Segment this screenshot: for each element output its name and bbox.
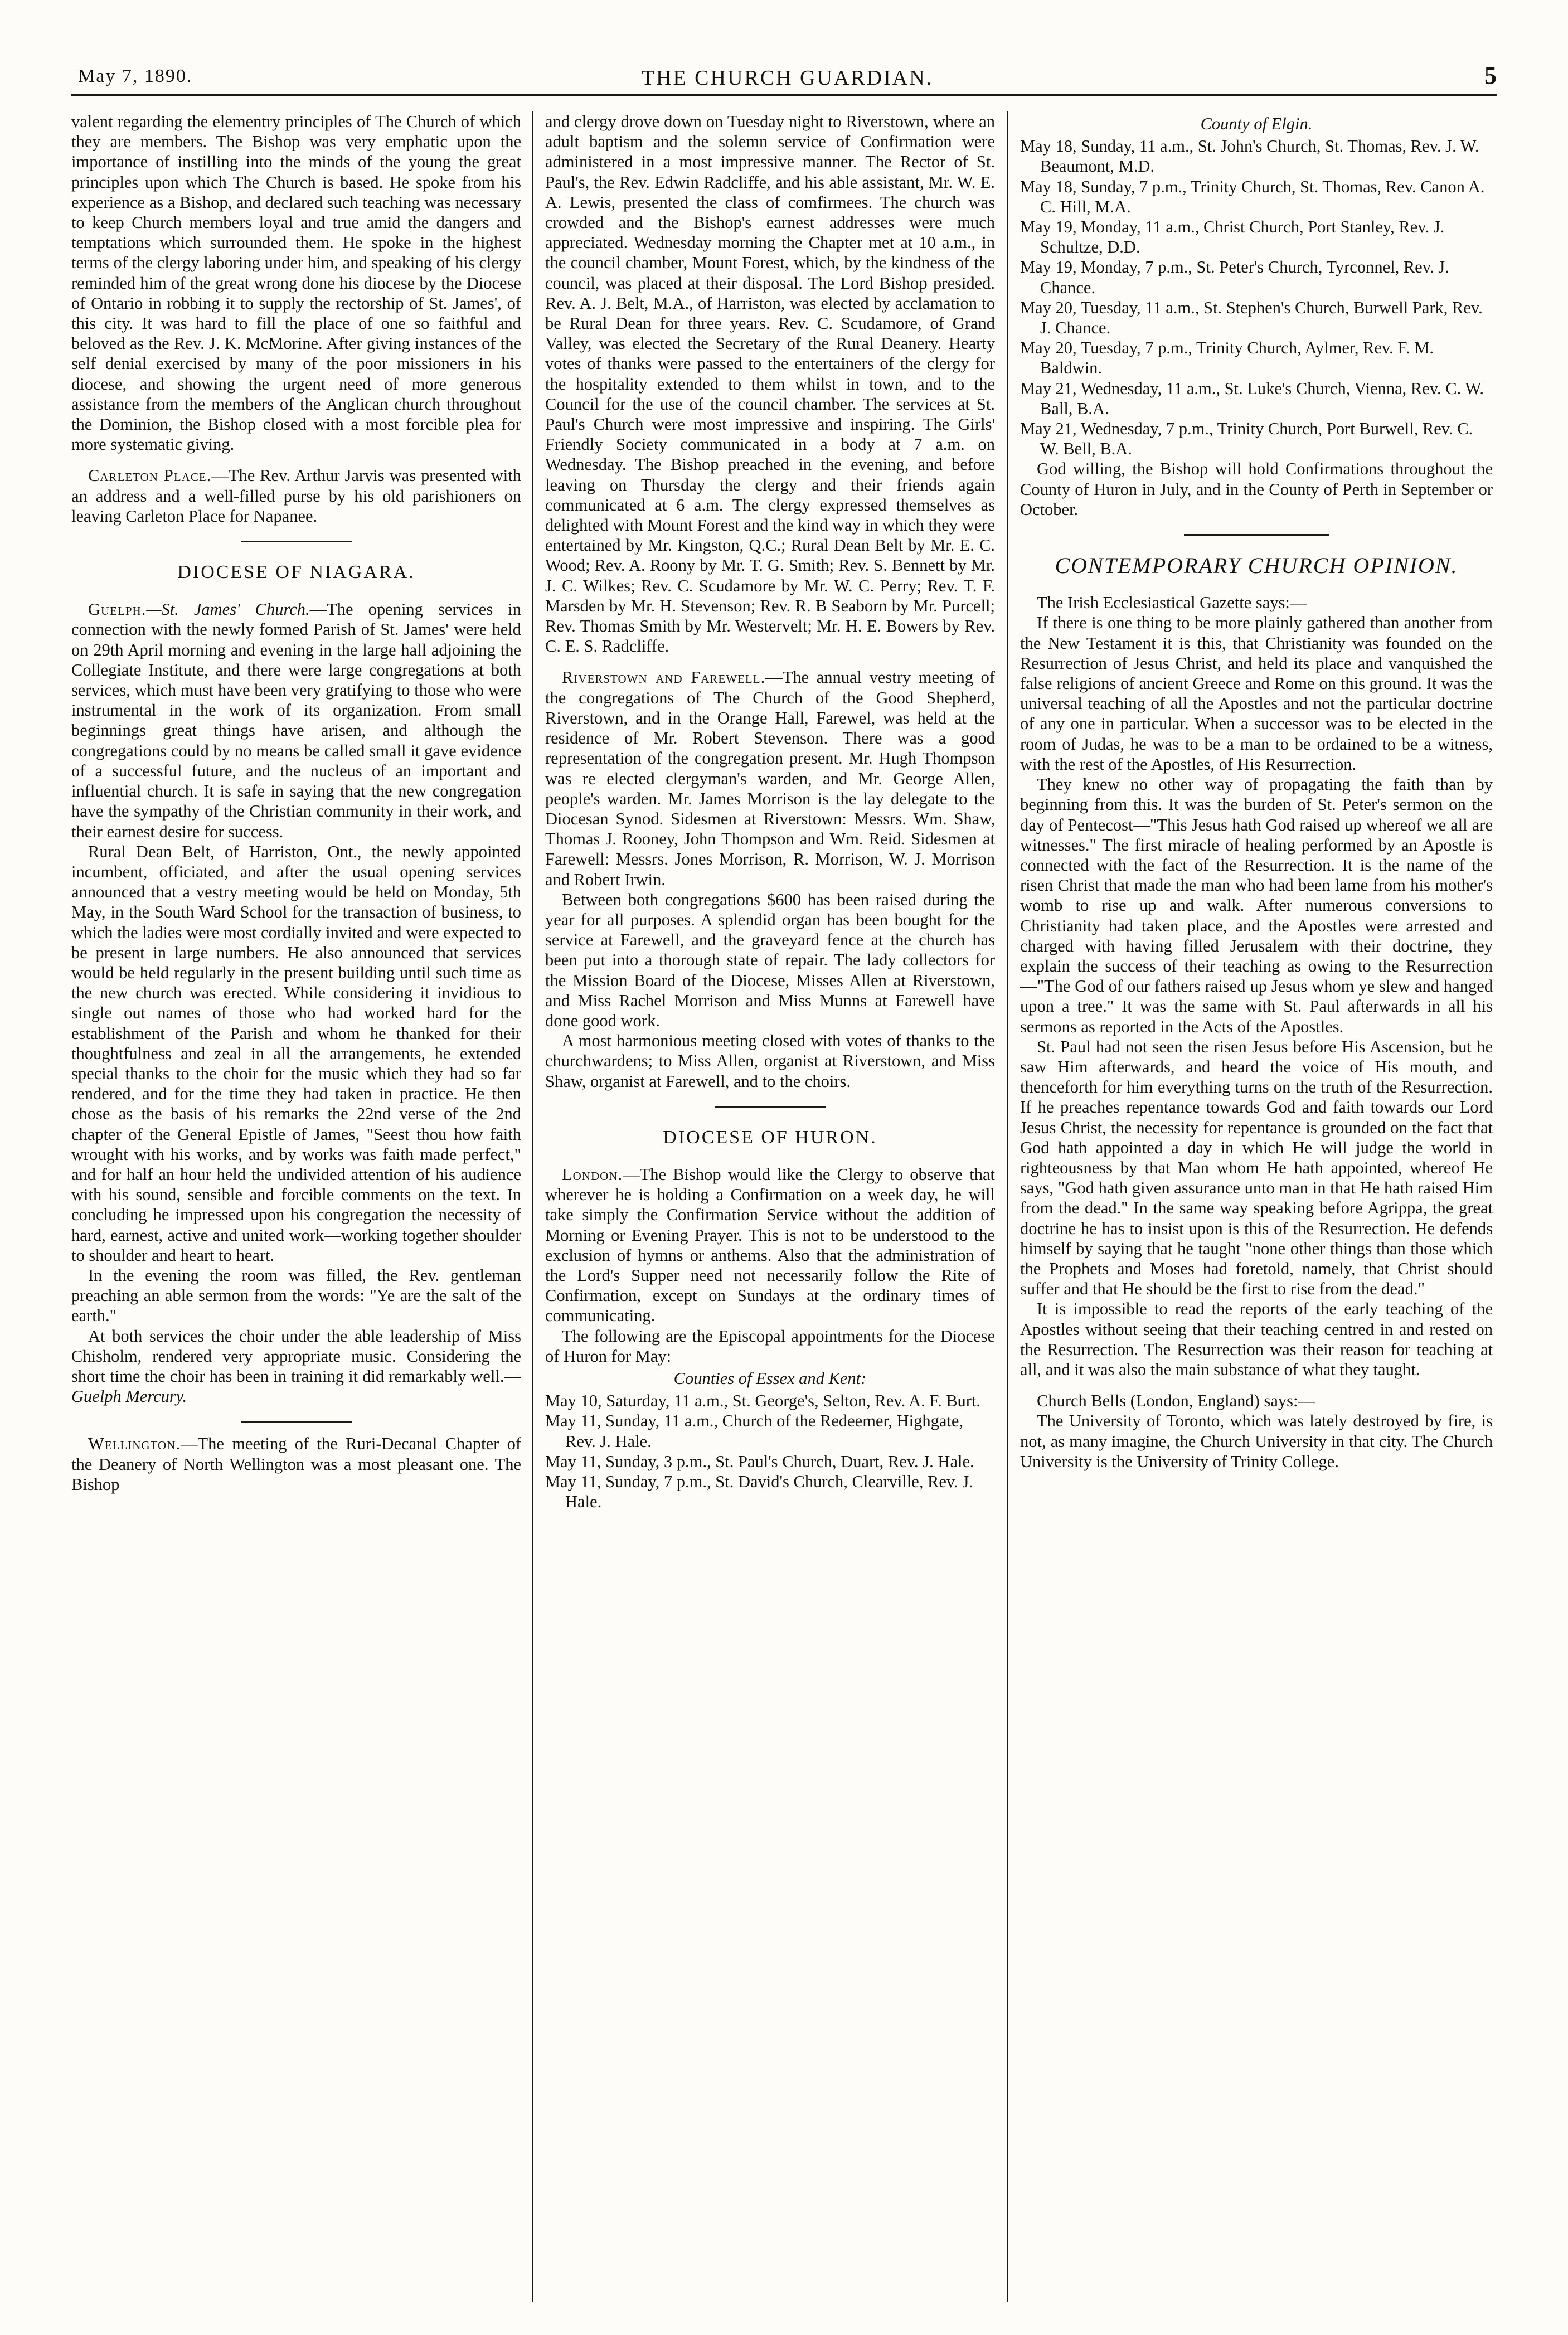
section-rule	[1184, 534, 1329, 536]
counties-heading: Counties of Essex and Kent:	[673, 1368, 867, 1388]
column-2	[545, 111, 995, 2302]
paragraph: A most harmonious meeting closed with votes of thanks to the churchwardens; to Miss Allen, organist at Riverstown, and Miss Shaw, organist at Farewell, and to the choirs.	[545, 1031, 995, 1091]
paragraph: Rural Dean Belt, of Harriston, Ont., the newly appointed incumbent, officiated, and after the usual opening services announced that a vestry meeting would be held on Monday, 5th May, in the South Ward School for the transaction of business, to which the ladies were most cordially invited and were expected to be present in large numbers. He also announced that services would be held regularly in the present building until such time as the new church was erected. While considering it invidious to single out names of those who had worked hard for the establishment of the Parish and whom he thanked for their thoughtfulness and zeal in all the arrangements, he extended special thanks to the choir for the music which they had so far rendered, and for the time they had taken in practice. He then chose as the basis of his remarks the 22nd verse of the 2nd chapter of the General Epistle of James, "Seest thou how faith wrought with his works, and by works was faith made perfect," and for half an hour held the undivided attention of his audience with his sound, sensible and forcible comments on the text. In concluding he impressed upon his congregation the necessity of hard, earnest, active and united work—working together shoulder to shoulder and heart to heart.	[71, 842, 521, 1265]
appointment-entry: May 19, Monday, 11 a.m., Christ Church, Port Stanley, Rev. J. Schultze, D.D.	[1020, 217, 1445, 257]
paragraph	[71, 1326, 521, 1407]
appointment-entry: May 10, Saturday, 11 a.m., St. George's, Selton, Rev. A. F. Burt.	[545, 1391, 981, 1411]
appointment-entry: May 11, Sunday, 3 p.m., St. Paul's Church, Duart, Rev. J. Hale.	[545, 1452, 974, 1471]
paragraph-text: —The annual vestry meeting of the congregations of The Church of the Good Shepherd, Riverstown, and in the Orange Hall, Farewel, was held at the residence of Mr. Robert Stevenson. There was a good representation of the congregation present. Mr. Hugh Thompson was re elected clergyman's warden, and Mr. George Allen, people's warden. Mr. James Morrison is the lay delegate to the Diocesan Synod. Sidesmen at Riverstown: Messrs. Wm. Shaw, Thomas J. Rooney, John Thompson and Wm. Reid. Sidesmen at Farewell: Messrs. Jones Morrison, R. Morrison, W. J. Morrison and Robert Irwin.	[545, 668, 995, 889]
paragraph: In the evening the room was filled, the Rev. gentleman preaching an able sermon from the words: "Ye are the salt of the earth."	[71, 1265, 521, 1326]
paragraph-intro: Church Bells (London, England) says:—	[1037, 1391, 1315, 1411]
paragraph: It is impossible to read the reports of the early teaching of the Apostles without seeing that their teaching centred in and rested on the Resurrection. The Resurrection was their reason for teaching at all, and it was also the main substance of what they taught.	[1020, 1299, 1493, 1379]
section-rule	[241, 541, 352, 542]
paragraph	[545, 667, 995, 889]
paragraph	[71, 1434, 521, 1494]
appointment-entry: May 19, Monday, 7 p.m., St. Peter's Church, Tyrconnel, Rev. J. Chance.	[1020, 258, 1449, 297]
paragraph: The following are the Episcopal appointments for the Diocese of Huron for May:	[545, 1326, 995, 1366]
paragraph: valent regarding the elementry principles of The Church of which they are members. The Bishop was very emphatic upon the importance of instilling into the minds of the young the great principles upon which The Church is based. He spoke from his experience as a Bishop, and declared such teaching was necessary to keep Church members loyal and true amid the dangers and temptations which surrounded them. He spoke in the highest terms of the clergy laboring under him, and speaking of his clergy reminded him of the great wrong done his diocese by the Diocese of Ontario in robbing it to supply the rectorship of St. James', of this city. It was hard to fill the place of one so faithful and beloved as the Rev. J. K. McMorine. After giving instances of the self denial exercised by many of the poor missioners in his diocese, and showing the urgent need of more generous assistance from the members of the Anglican church throughout the Dominion, the Bishop closed with a most forcible plea for more systematic giving.	[71, 112, 521, 454]
dateline: Riverstown and Farewell.	[562, 668, 766, 687]
paragraph-text: —The meeting of the Ruri-Decanal Chapter of the Deanery of North Wellington was a most pleasant one. The Bishop	[71, 1434, 521, 1494]
header-date: May 7, 1890.	[78, 66, 193, 86]
paragraph-text: —The opening services in connection with the newly formed Parish of St. James' were held on 29th April morning and evening in the large hall adjoining the Collegiate Institute, and there were large congregations at both services, which must have been very gratifying to those who were instrumental in the work of its organization. From small beginnings great things have arisen, and although the congregations could by no means be called small it gave evidence of a successful future, and the nucleus of an important and influential church. It is safe in saying that the new congregation have the sympathy of the Christian community in their work, and their earnest desire for success.	[71, 600, 521, 841]
paragraph-intro: The Irish Ecclesiastical Gazette says:—	[1037, 593, 1307, 613]
appointment-entry: May 11, Sunday, 7 p.m., St. David's Church, Clearville, Rev. J. Hale.	[545, 1472, 973, 1512]
appointment-entry: May 11, Sunday, 11 a.m., Church of the Redeemer, Highgate, Rev. J. Hale.	[545, 1411, 964, 1451]
dateline: London.	[562, 1164, 623, 1184]
paragraph: and clergy drove down on Tuesday night to Riverstown, where an adult baptism and the solemn service of Confirmation were administered in a most impressive manner. The Rector of St. Paul's, the Rev. Edwin Radcliffe, and his able assistant, Mr. W. E. A. Lewis, presented the class of comfirmees. The church was crowded and the Bishop's earnest addresses were much appreciated. Wednesday morning the Chapter met at 10 a.m., in the council chamber, Mount Forest, which, by the kindness of the council, was placed at their disposal. The Lord Bishop presided. Rev. A. J. Belt, M.A., of Harriston, was elected by acclamation to be Rural Dean for three years. Rev. C. Scudamore, of Grand Valley, was elected the Secretary of the Rural Deanery. Hearty votes of thanks were passed to the entertainers of the clergy for the hospitality extended to them whilst in town, and to the Council for the use of the council chamber. The services at St. Paul's Church were most impressive and inspiring. The Girls' Friendly Society communicated in a body at 7 a.m. on Wednesday. The Bishop preached in the evening, and before leaving on Thursday the clergy and their friends again communicated at 6 a.m. The clergy expressed themselves as delighted with Mount Forest and the kind way in which they were entertained by Mr. Kingston, Q.C.; Rural Dean Belt by Mr. E. C. Wood; Rev. A. Roony by Mr. T. G. Smith; Rev. S. Bennett by Mr. J. C. Wilkes; Rev. C. Scudamore by Mr. W. C. Perry; Rev. T. F. Marsden by Mr. H. Stevenson; Rev. R. B Seaborn by Mr. Purcell; Rev. Thomas Smith by Mr. Westervelt; Mr. H. E. Bowers by Rev. C. E. S. Radcliffe.	[545, 112, 995, 656]
appointment-entry: May 18, Sunday, 7 p.m., Trinity Church, St. Thomas, Rev. Canon A. C. Hill, M.A.	[1020, 177, 1485, 216]
appointment-entry: May 18, Sunday, 11 a.m., St. John's Church, St. Thomas, Rev. J. W. Beaumont, M.D.	[1020, 137, 1479, 176]
paragraph: The University of Toronto, which was lately destroyed by fire, is not, as many imagine, the Church University in that city. The Church University is the University of Trinity College.	[1020, 1411, 1493, 1471]
section-rule	[715, 1106, 826, 1108]
column-divider-1	[532, 111, 533, 2302]
section-heading-huron: DIOCESE OF HURON.	[663, 1127, 877, 1148]
paragraph-text: —The Rev. Arthur Jarvis was presented with an address and a well-filled purse by his old parishioners on leaving Carleton Place for Napanee.	[71, 466, 521, 526]
paragraph	[545, 1164, 995, 1326]
county-heading: County of Elgin.	[1200, 114, 1313, 133]
section-heading-opinion: CONTEMPORARY CHURCH OPINION.	[1055, 553, 1458, 579]
appointment-entry: May 20, Tuesday, 7 p.m., Trinity Church, Aylmer, Rev. F. M. Baldwin.	[1020, 338, 1434, 378]
column-divider-2	[1007, 111, 1008, 2302]
dateline: Wellington.	[88, 1434, 181, 1454]
paragraph	[71, 599, 521, 841]
paragraph: St. Paul had not seen the risen Jesus before His Ascension, but he saw Him afterwards, and heard the voice of His mouth, and thenceforth for him everything turns on the truth of the Resurrection. If he preaches repentance towards God and faith towards our Lord Jesus Christ, the necessity for repentance is grounded on the fact that God hath appointed a day in which He will judge the world in righteousness by that Man whom He hath appointed, whereof He says, "God hath given assurance unto man in that He hath raised Him from the dead." In the same way speaking before Agrippa, the great doctrine he has to insist upon is this of the Resurrection. He defends himself by saying that he taught "none other things than those which the Prophets and Moses had foretold, namely, that Christ should suffer and that He should be the first to rise from the dead."	[1020, 1037, 1493, 1299]
appointment-entry: May 21, Wednesday, 7 p.m., Trinity Church, Port Burwell, Rev. C. W. Bell, B.A.	[1020, 419, 1473, 459]
dateline: Guelph.	[88, 600, 147, 619]
appointment-entry: May 20, Tuesday, 11 a.m., St. Stephen's Church, Burwell Park, Rev. J. Chance.	[1020, 298, 1483, 338]
dateline: Carleton Place.	[88, 466, 212, 486]
appointment-entry: May 21, Wednesday, 11 a.m., St. Luke's Church, Vienna, Rev. C. W. Ball, B.A.	[1020, 378, 1484, 418]
paragraph-text: At both services the choir under the able leadership of Miss Chisholm, rendered very appropriate music. Considering the short time the choir has been in training it did remarkably well.—	[71, 1326, 521, 1386]
header-page-number: 5	[1484, 62, 1497, 89]
paragraph-text: —The Bishop would like the Clergy to observe that wherever he is holding a Confirmation on a week day, he will take simply the Confirmation Service without the addition of Morning or Evening Prayer. This is not to be understood to the exclusion of hymns or anthems. Also that the administration of the Lord's Supper need not necessarily follow the Rite of Confirmation, except on Sundays at the ordinary times of communicating.	[545, 1164, 995, 1326]
church-name: —St. James' Church.	[146, 600, 310, 619]
paragraph: Between both congregations $600 has been raised during the year for all purposes. A splendid organ has been bought for the service at Farewell, and the graveyard fence at the church has been put into a thorough state of repair. The lady collectors for the Mission Board of the Diocese, Misses Allen at Riverstown, and Miss Rachel Morrison and Miss Munns at Farewell have done good work.	[545, 890, 995, 1030]
section-heading-niagara: DIOCESE OF NIAGARA.	[177, 562, 415, 583]
source-credit: Guelph Mercury.	[71, 1387, 187, 1406]
paragraph: They knew no other way of propagating the faith than by beginning from this. It was the burden of St. Peter's sermon on the day of Pentecost—"This Jesus hath God raised up whereof we all are witnesses." The first miracle of healing performed by an Apostle is connected with the fact of the Resurrection. It is the name of the risen Christ that made the man who had been lame from his mother's womb to rise up and walk. After numerous conversions to Christianity had taken place, and the Apostles were arrested and charged with having filled Jerusalem with their doctrine, they explain the success of their teaching as owing to the Resurrection—"The God of our fathers raised up Jesus whom ye slew and hanged upon a tree." It was the same with St. Paul afterwards in all his sermons as reported in the Acts of the Apostles.	[1020, 775, 1493, 1036]
paragraph	[71, 465, 521, 526]
paragraph: If there is one thing to be more plainly gathered than another from the New Testament it is this, that Christianity was founded on the Resurrection of Jesus Christ, and held its place and vanquished the false religions of ancient Greece and Rome on this ground. It was the universal teaching of all the Apostles and not the particular doctrine of any one in particular. When a successor was to be elected in the room of Judas, he was to be a man to be ordained to be a witness, with the rest of the Apostles, of His Resurrection.	[1020, 613, 1493, 774]
header-title: THE CHURCH GUARDIAN.	[641, 66, 934, 90]
column-3	[1020, 111, 1493, 2302]
page-header	[78, 62, 1497, 110]
header-rule	[71, 94, 1497, 96]
column-1	[71, 111, 521, 2302]
paragraph: God willing, the Bishop will hold Confirmations throughout the County of Huron in July, and in the County of Perth in September or October.	[1020, 459, 1493, 519]
